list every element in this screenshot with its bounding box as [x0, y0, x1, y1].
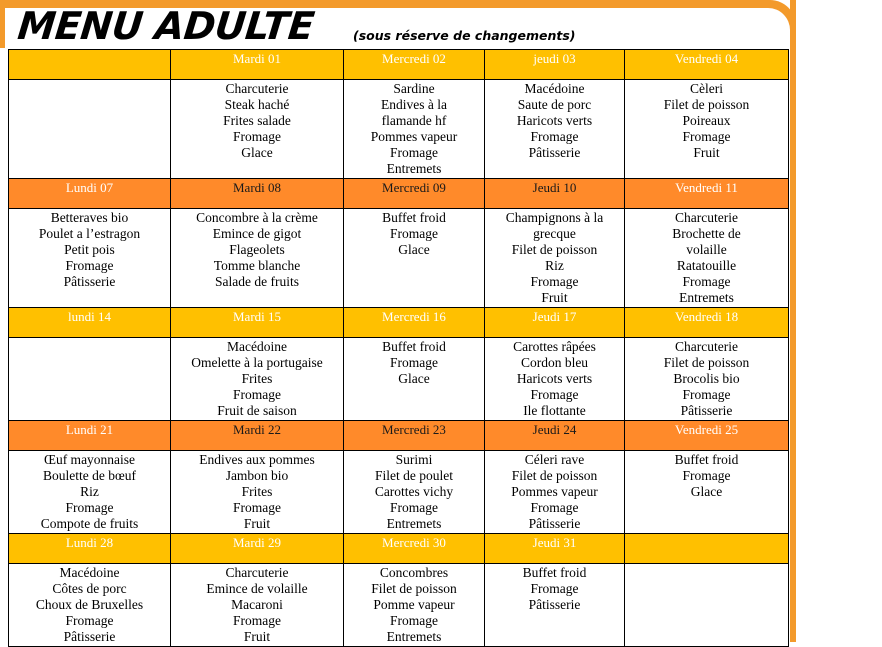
- day-header-cell: [344, 308, 485, 338]
- day-label: Jeudi 10: [532, 180, 577, 195]
- menu-item: Macédoine: [59, 565, 120, 580]
- day-header-cell: [171, 308, 344, 338]
- menu-item: Carottes râpées: [513, 339, 596, 354]
- menu-item: Petit pois: [64, 242, 115, 258]
- week-menu-row: [9, 80, 789, 179]
- day-header-cell: [9, 421, 171, 451]
- menu-item: Charcuterie: [675, 339, 738, 354]
- day-label: Vendredi 18: [674, 309, 739, 324]
- menu-item: Flageolets: [229, 242, 285, 258]
- menu-item: Filet de poisson: [511, 242, 598, 258]
- menu-item: Frites: [241, 371, 273, 387]
- day-header-cell: [625, 179, 789, 209]
- week-header-row: [9, 421, 789, 451]
- menu-item: Macaroni: [231, 597, 283, 613]
- menu-item: Fromage: [682, 129, 731, 145]
- menu-item: Fromage: [390, 500, 438, 516]
- day-header-cell: [9, 50, 171, 80]
- day-header-cell: [625, 308, 789, 338]
- menu-item: Fruit: [693, 145, 720, 161]
- menu-item: Buffet froid: [382, 210, 446, 225]
- menu-item: volaille: [686, 242, 727, 258]
- menu-item: Fromage: [682, 468, 731, 484]
- menu-item: Fromage: [530, 274, 579, 290]
- day-menu-cell: [344, 451, 485, 534]
- menu-item: Pommes vapeur: [370, 129, 458, 145]
- menu-item: Filet de poisson: [663, 97, 750, 113]
- menu-item: Riz: [545, 258, 564, 274]
- day-menu-cell: [171, 338, 344, 421]
- day-header-cell: [344, 534, 485, 564]
- menu-item: Buffet froid: [382, 339, 446, 354]
- day-header-cell: [625, 534, 789, 564]
- day-header-cell: [625, 421, 789, 451]
- day-menu-cell: [344, 338, 485, 421]
- menu-item: Frites salade: [223, 113, 291, 129]
- menu-item: Fromage: [390, 613, 438, 629]
- menu-item: Charcuterie: [225, 81, 289, 96]
- day-header-cell: [344, 421, 485, 451]
- day-label: Mardi 15: [232, 309, 282, 324]
- menu-item: flamande hf: [381, 113, 447, 129]
- menu-item: Pâtisserie: [680, 403, 733, 419]
- menu-item: Pâtisserie: [528, 597, 581, 613]
- menu-item: Entremets: [679, 290, 734, 306]
- menu-item: Fromage: [530, 387, 579, 403]
- menu-item: Fromage: [530, 129, 579, 145]
- menu-item: Pâtisserie: [528, 145, 581, 161]
- menu-item: Emince de volaille: [206, 581, 308, 597]
- menu-item: Filet de poisson: [663, 355, 750, 371]
- day-menu-cell: [485, 451, 625, 534]
- menu-item: Omelette à la portugaise: [191, 355, 323, 371]
- menu-item: Concombres: [379, 565, 449, 580]
- menu-item: Carottes vichy: [374, 484, 454, 500]
- menu-item: Champignons à la: [505, 210, 604, 225]
- menu-item: Pomme vapeur: [373, 597, 455, 613]
- day-menu-cell: [625, 209, 789, 308]
- day-menu-cell: [171, 209, 344, 308]
- menu-item: Fromage: [65, 500, 114, 516]
- day-label: lundi 14: [68, 309, 111, 324]
- day-menu-cell: [9, 209, 171, 308]
- day-menu-cell: [344, 209, 485, 308]
- menu-table-body: [9, 50, 789, 647]
- menu-table: [8, 49, 789, 647]
- menu-item: Choux de Bruxelles: [35, 597, 144, 613]
- menu-item: Entremets: [386, 161, 442, 177]
- day-label: Mercredi 02: [382, 51, 446, 66]
- menu-item: Endives aux pommes: [199, 452, 315, 467]
- week-menu-row: [9, 338, 789, 421]
- menu-item: Entremets: [386, 516, 442, 532]
- menu-item: Buffet froid: [674, 452, 739, 467]
- day-menu-cell: [485, 209, 625, 308]
- menu-item: Fromage: [233, 613, 281, 629]
- menu-item: Fromage: [233, 129, 281, 145]
- menu-item: Fromage: [682, 387, 731, 403]
- menu-item: Glace: [690, 484, 723, 500]
- week-menu-row: [9, 451, 789, 534]
- menu-item: Riz: [80, 484, 99, 500]
- menu-item: Pommes vapeur: [511, 484, 598, 500]
- menu-item: Fromage: [682, 274, 731, 290]
- menu-item: Cordon bleu: [520, 355, 589, 371]
- menu-item: Pâtisserie: [528, 516, 581, 532]
- day-label: Mercredi 30: [382, 535, 446, 550]
- day-header-cell: [344, 179, 485, 209]
- menu-item: Buffet froid: [522, 565, 587, 580]
- day-label: Mercredi 16: [382, 309, 446, 324]
- day-menu-cell: [625, 80, 789, 179]
- menu-item: Fromage: [530, 581, 579, 597]
- day-label: Mardi 22: [232, 422, 282, 437]
- menu-item: Saute de porc: [517, 97, 592, 113]
- menu-item: Macédoine: [227, 339, 287, 354]
- day-label: Mardi 08: [232, 180, 282, 195]
- day-label: Vendredi 25: [674, 422, 739, 437]
- week-menu-row: [9, 564, 789, 647]
- day-menu-cell: [485, 80, 625, 179]
- menu-item: Charcuterie: [675, 210, 738, 225]
- day-header-cell: [171, 421, 344, 451]
- page-subtitle: (sous réserve de changements): [353, 28, 576, 43]
- day-label: Lundi 28: [65, 535, 114, 550]
- day-label: Mardi 29: [232, 535, 282, 550]
- week-header-row: [9, 179, 789, 209]
- day-header-cell: [171, 534, 344, 564]
- menu-item: Glace: [398, 242, 430, 258]
- day-menu-cell: [9, 564, 171, 647]
- menu-item: Filet de poulet: [375, 468, 453, 484]
- day-menu-cell: [625, 451, 789, 534]
- day-header-cell: [344, 50, 485, 80]
- menu-item: Brocolis bio: [673, 371, 740, 387]
- menu-item: Surimi: [395, 452, 433, 467]
- menu-item: Boulette de bœuf: [43, 468, 136, 484]
- menu-item: Pâtisserie: [63, 629, 116, 645]
- day-label: Jeudi 24: [532, 422, 577, 437]
- menu-item: Charcuterie: [225, 565, 289, 580]
- day-header-cell: [485, 308, 625, 338]
- menu-item: Poireaux: [682, 113, 731, 129]
- day-header-cell: [485, 50, 625, 80]
- menu-item: Fromage: [65, 258, 114, 274]
- day-menu-cell: [171, 80, 344, 179]
- day-menu-cell: [485, 338, 625, 421]
- menu-item: Fromage: [390, 355, 438, 371]
- menu-item: Fruit: [243, 629, 271, 645]
- day-header-cell: [9, 179, 171, 209]
- menu-item: Brochette de: [672, 226, 741, 242]
- day-header-cell: [485, 534, 625, 564]
- menu-item: Jambon bio: [225, 468, 289, 484]
- day-label: Mardi 01: [232, 51, 282, 66]
- day-menu-cell: [625, 338, 789, 421]
- menu-item: Fruit de saison: [217, 403, 297, 419]
- day-label: jeudi 03: [533, 51, 576, 66]
- week-menu-row: [9, 209, 789, 308]
- week-header-row: [9, 50, 789, 80]
- menu-item: Fruit: [541, 290, 568, 306]
- day-menu-cell: [625, 564, 789, 647]
- menu-item: Entremets: [386, 629, 442, 645]
- menu-item: Compote de fruits: [40, 516, 139, 532]
- day-header-cell: [9, 534, 171, 564]
- day-menu-cell: [9, 338, 171, 421]
- day-menu-cell: [9, 451, 171, 534]
- week-header-row: [9, 308, 789, 338]
- menu-item: Salade de fruits: [215, 274, 299, 290]
- menu-item: Tomme blanche: [213, 258, 301, 274]
- menu-item: Steak haché: [224, 97, 290, 113]
- menu-item: Filet de poisson: [371, 581, 457, 597]
- day-label: Vendredi 11: [675, 180, 738, 195]
- menu-item: Glace: [241, 145, 273, 161]
- day-label: Mercredi 23: [382, 422, 446, 437]
- day-header-cell: [171, 179, 344, 209]
- menu-item: Endives à la: [381, 97, 447, 113]
- day-label: Jeudi 17: [532, 309, 577, 324]
- day-label: Mercredi 09: [382, 180, 446, 195]
- menu-item: Poulet a l’estragon: [38, 226, 141, 242]
- day-header-cell: [485, 421, 625, 451]
- menu-item: Ile flottante: [523, 403, 586, 419]
- menu-item: Betteraves bio: [50, 210, 129, 225]
- menu-item: Emince de gigot: [212, 226, 302, 242]
- menu-item: Fruit: [243, 516, 271, 532]
- menu-item: Pâtisserie: [63, 274, 116, 290]
- day-label: Lundi 21: [65, 422, 114, 437]
- orange-side-bar: [790, 0, 796, 642]
- menu-item: Concombre à la crème: [196, 210, 318, 225]
- menu-item: Fromage: [390, 226, 438, 242]
- menu-item: Fromage: [530, 500, 579, 516]
- menu-item: Macédoine: [524, 81, 585, 96]
- day-menu-cell: [485, 564, 625, 647]
- day-menu-cell: [344, 564, 485, 647]
- week-header-row: [9, 534, 789, 564]
- menu-item: Glace: [398, 371, 430, 387]
- day-label: Jeudi 31: [532, 535, 577, 550]
- day-header-cell: [485, 179, 625, 209]
- day-label: Vendredi 04: [674, 51, 739, 66]
- menu-item: Fromage: [390, 145, 438, 161]
- menu-item: Œuf mayonnaise: [43, 452, 136, 467]
- day-header-cell: [9, 308, 171, 338]
- day-header-cell: [625, 50, 789, 80]
- day-menu-cell: [171, 451, 344, 534]
- menu-item: Ratatouille: [676, 258, 737, 274]
- menu-item: Haricots verts: [516, 113, 593, 129]
- menu-item: Filet de poisson: [511, 468, 598, 484]
- menu-item: grecque: [533, 226, 576, 242]
- day-menu-cell: [9, 80, 171, 179]
- menu-item: Haricots verts: [516, 371, 593, 387]
- menu-item: Fromage: [233, 500, 281, 516]
- menu-item: Fromage: [65, 613, 114, 629]
- menu-item: Sardine: [393, 81, 435, 96]
- day-header-cell: [171, 50, 344, 80]
- menu-item: Cèleri: [690, 81, 723, 96]
- day-label: Lundi 07: [65, 180, 114, 195]
- menu-item: Fromage: [233, 387, 281, 403]
- day-menu-cell: [171, 564, 344, 647]
- menu-item: Frites: [241, 484, 273, 500]
- menu-item: Côtes de porc: [52, 581, 127, 597]
- menu-item: Céleri rave: [524, 452, 585, 467]
- page-title: MENU ADULTE: [15, 4, 317, 48]
- day-menu-cell: [344, 80, 485, 179]
